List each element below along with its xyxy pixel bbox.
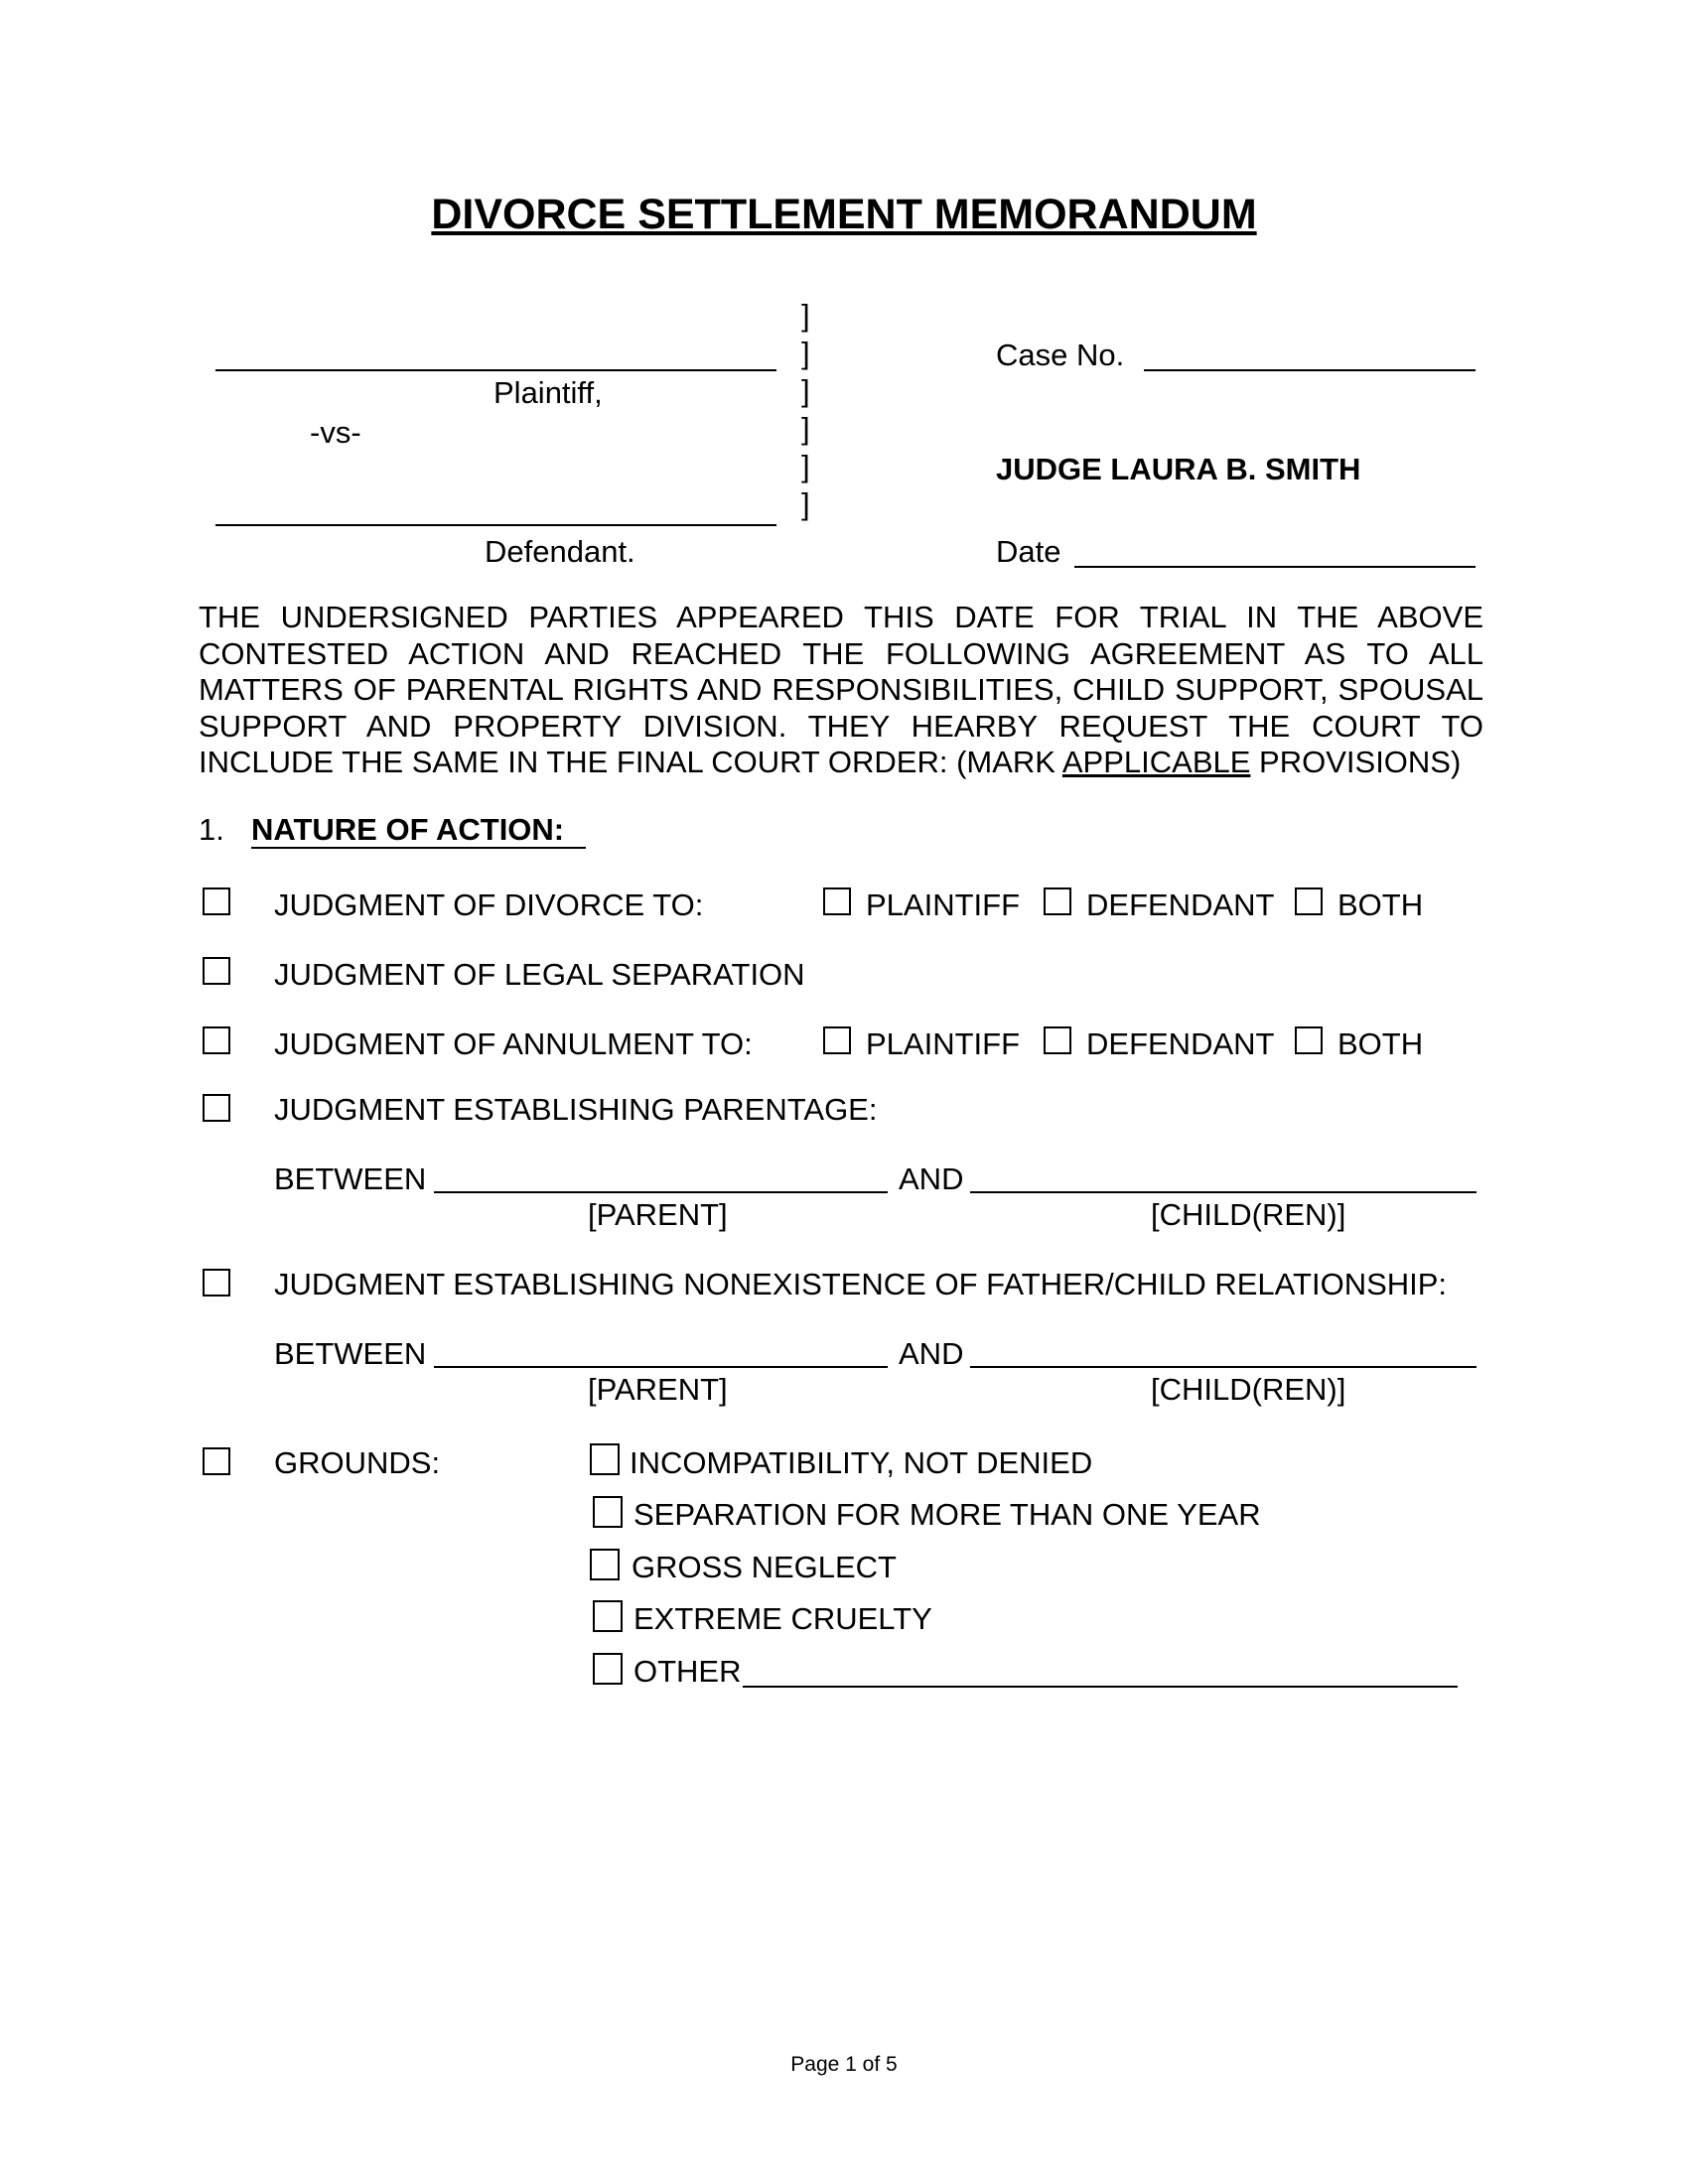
caption-bracket: ] — [801, 486, 810, 521]
parentage-between-label: BETWEEN — [274, 1161, 427, 1196]
case-no-label: Case No. — [996, 338, 1125, 372]
grounds-extreme-cruelty-label: EXTREME CRUELTY — [633, 1601, 932, 1636]
defendant-name-line[interactable] — [215, 524, 776, 526]
grounds-other-checkbox[interactable] — [593, 1653, 623, 1685]
parentage-child-line[interactable] — [970, 1191, 1477, 1193]
grounds-other-label: OTHER — [633, 1654, 742, 1689]
divorce-plaintiff-label: PLAINTIFF — [866, 887, 1021, 922]
nonexistence-parent-line[interactable] — [434, 1366, 888, 1368]
grounds-separation-checkbox[interactable] — [593, 1496, 623, 1528]
annulment-defendant-label: DEFENDANT — [1086, 1026, 1275, 1061]
date-line[interactable] — [1074, 566, 1476, 568]
nonexistence-child-caption: [CHILD(REN)] — [1151, 1372, 1346, 1407]
divorce-checkbox[interactable] — [203, 887, 230, 915]
separation-label: JUDGMENT OF LEGAL SEPARATION — [274, 957, 805, 992]
caption-bracket: ] — [801, 373, 810, 408]
plaintiff-label: Plaintiff, — [493, 375, 603, 410]
annulment-both-checkbox[interactable] — [1295, 1026, 1323, 1054]
grounds-checkbox[interactable] — [203, 1447, 230, 1475]
grounds-label: GROUNDS: — [274, 1445, 441, 1480]
nonexistence-and-label: AND — [899, 1336, 964, 1371]
annulment-plaintiff-label: PLAINTIFF — [866, 1026, 1021, 1061]
divorce-both-label: BOTH — [1337, 887, 1424, 922]
grounds-gross-neglect-checkbox[interactable] — [590, 1549, 620, 1580]
parentage-and-label: AND — [899, 1161, 964, 1196]
parentage-parent-line[interactable] — [434, 1191, 888, 1193]
divorce-plaintiff-checkbox[interactable] — [823, 887, 851, 915]
nonexistence-checkbox[interactable] — [203, 1269, 230, 1297]
caption-bracket: ] — [801, 411, 810, 446]
divorce-label: JUDGMENT OF DIVORCE TO: — [274, 887, 704, 922]
nonexistence-parent-caption: [PARENT] — [588, 1372, 728, 1407]
plaintiff-name-line[interactable] — [215, 369, 776, 371]
grounds-other-line[interactable] — [743, 1686, 1458, 1688]
grounds-extreme-cruelty-checkbox[interactable] — [593, 1600, 623, 1632]
divorce-both-checkbox[interactable] — [1295, 887, 1323, 915]
caption-bracket: ] — [801, 449, 810, 483]
annulment-both-label: BOTH — [1337, 1026, 1424, 1061]
annulment-checkbox[interactable] — [203, 1026, 230, 1054]
divorce-defendant-label: DEFENDANT — [1086, 887, 1275, 922]
nonexistence-child-line[interactable] — [970, 1366, 1477, 1368]
caption-bracket: ] — [801, 298, 810, 333]
section-heading-underline — [251, 847, 586, 849]
intro-paragraph — [199, 600, 1483, 781]
intro-text-end: PROVISIONS) — [1259, 745, 1462, 779]
parentage-label: JUDGMENT ESTABLISHING PARENTAGE: — [274, 1092, 878, 1127]
grounds-separation-label: SEPARATION FOR MORE THAN ONE YEAR — [633, 1497, 1261, 1532]
case-no-line[interactable] — [1144, 369, 1476, 371]
intro-text: THE UNDERSIGNED PARTIES APPEARED THIS DATE FOR TRIAL IN THE ABOVE CONTESTED ACTION AND REACHED THE FOLLOWING AGREEMENT AS TO ALL MATTERS OF PARENTAL RIGHTS AND RESPONSIBILITIES, CHILD SUPPORT, SPOUSAL SUPPORT AND PROPERTY DIVISION. THEY HEARBY REQUEST THE COURT TO INCLUDE THE SAME IN THE FINAL COURT ORDER: (MARK — [199, 600, 1483, 779]
judge-name: JUDGE LAURA B. SMITH — [996, 452, 1361, 486]
nonexistence-between-label: BETWEEN — [274, 1336, 427, 1371]
caption-bracket: ] — [801, 336, 810, 370]
section-number: 1. — [199, 812, 224, 847]
annulment-plaintiff-checkbox[interactable] — [823, 1026, 851, 1054]
annulment-label: JUDGMENT OF ANNULMENT TO: — [274, 1026, 753, 1061]
parentage-checkbox[interactable] — [203, 1094, 230, 1122]
date-label: Date — [996, 534, 1061, 569]
vs-label: -vs- — [310, 415, 361, 450]
defendant-label: Defendant. — [485, 534, 635, 569]
divorce-defendant-checkbox[interactable] — [1044, 887, 1071, 915]
grounds-incompatibility-checkbox[interactable] — [590, 1443, 620, 1475]
page-number: Page 1 of 5 — [790, 2053, 898, 2076]
annulment-defendant-checkbox[interactable] — [1044, 1026, 1071, 1054]
grounds-incompatibility-label: INCOMPATIBILITY, NOT DENIED — [630, 1445, 1093, 1480]
section-heading: NATURE OF ACTION: — [251, 812, 565, 847]
intro-underlined-word: APPLICABLE — [1061, 745, 1251, 779]
parentage-child-caption: [CHILD(REN)] — [1151, 1197, 1346, 1232]
document-title: DIVORCE SETTLEMENT MEMORANDUM — [431, 191, 1257, 238]
parentage-parent-caption: [PARENT] — [588, 1197, 728, 1232]
nonexistence-label: JUDGMENT ESTABLISHING NONEXISTENCE OF FATHER/CHILD RELATIONSHIP: — [274, 1267, 1448, 1301]
separation-checkbox[interactable] — [203, 957, 230, 985]
grounds-gross-neglect-label: GROSS NEGLECT — [632, 1550, 897, 1584]
